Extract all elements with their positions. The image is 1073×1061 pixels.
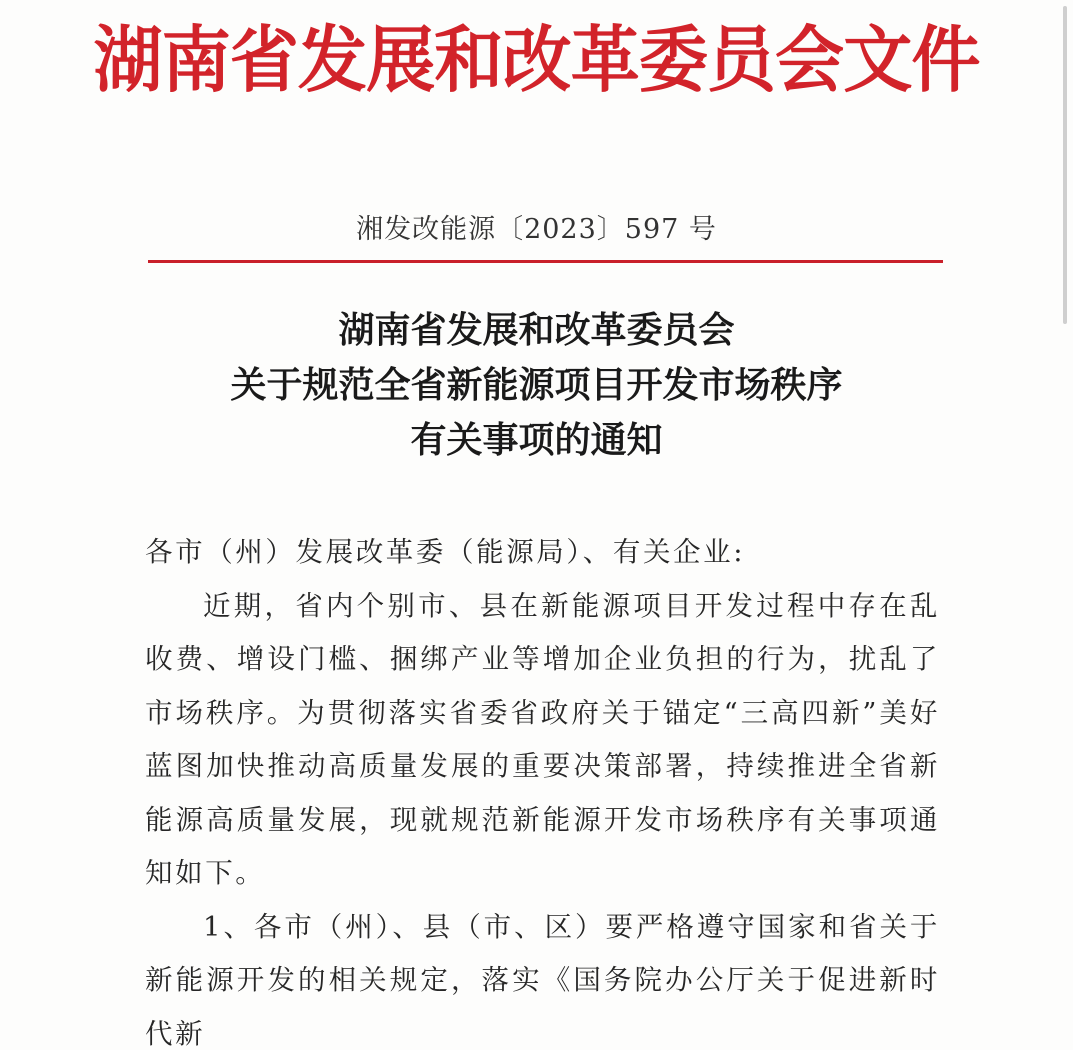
salutation: 各市（州）发展改革委（能源局）、有关企业: [145, 526, 940, 580]
paragraph-item-1: 1、各市（州）、县（市、区）要严格遵守国家和省关于新能源开发的相关规定，落实《国务院办公厅关于促进新时代新 [145, 901, 940, 1061]
title-line-2: 关于规范全省新能源项目开发市场秩序 [0, 358, 1073, 413]
document-number: 湘发改能源〔2023〕597 号 [0, 210, 1073, 250]
masthead-title: 湖南省发展和改革委员会文件 [21, 10, 1051, 110]
scrollbar-thumb[interactable] [1063, 6, 1067, 324]
paragraph-intro: 近期，省内个别市、县在新能源项目开发过程中存在乱收费、增设门槛、捆绑产业等增加企业负担的行为，扰乱了市场秩序。为贯彻落实省委省政府关于锚定“三高四新”美好蓝图加快推动高质量发展的重要决策部署，持续推进全省新能源高质量发展，现就规范新能源开发市场秩序有关事项通知如下。 [145, 580, 940, 901]
notice-body [145, 526, 940, 1061]
red-separator-line [148, 260, 943, 263]
title-line-1: 湖南省发展和改革委员会 [0, 303, 1073, 358]
notice-title [0, 303, 1073, 468]
title-line-3: 有关事项的通知 [0, 413, 1073, 468]
